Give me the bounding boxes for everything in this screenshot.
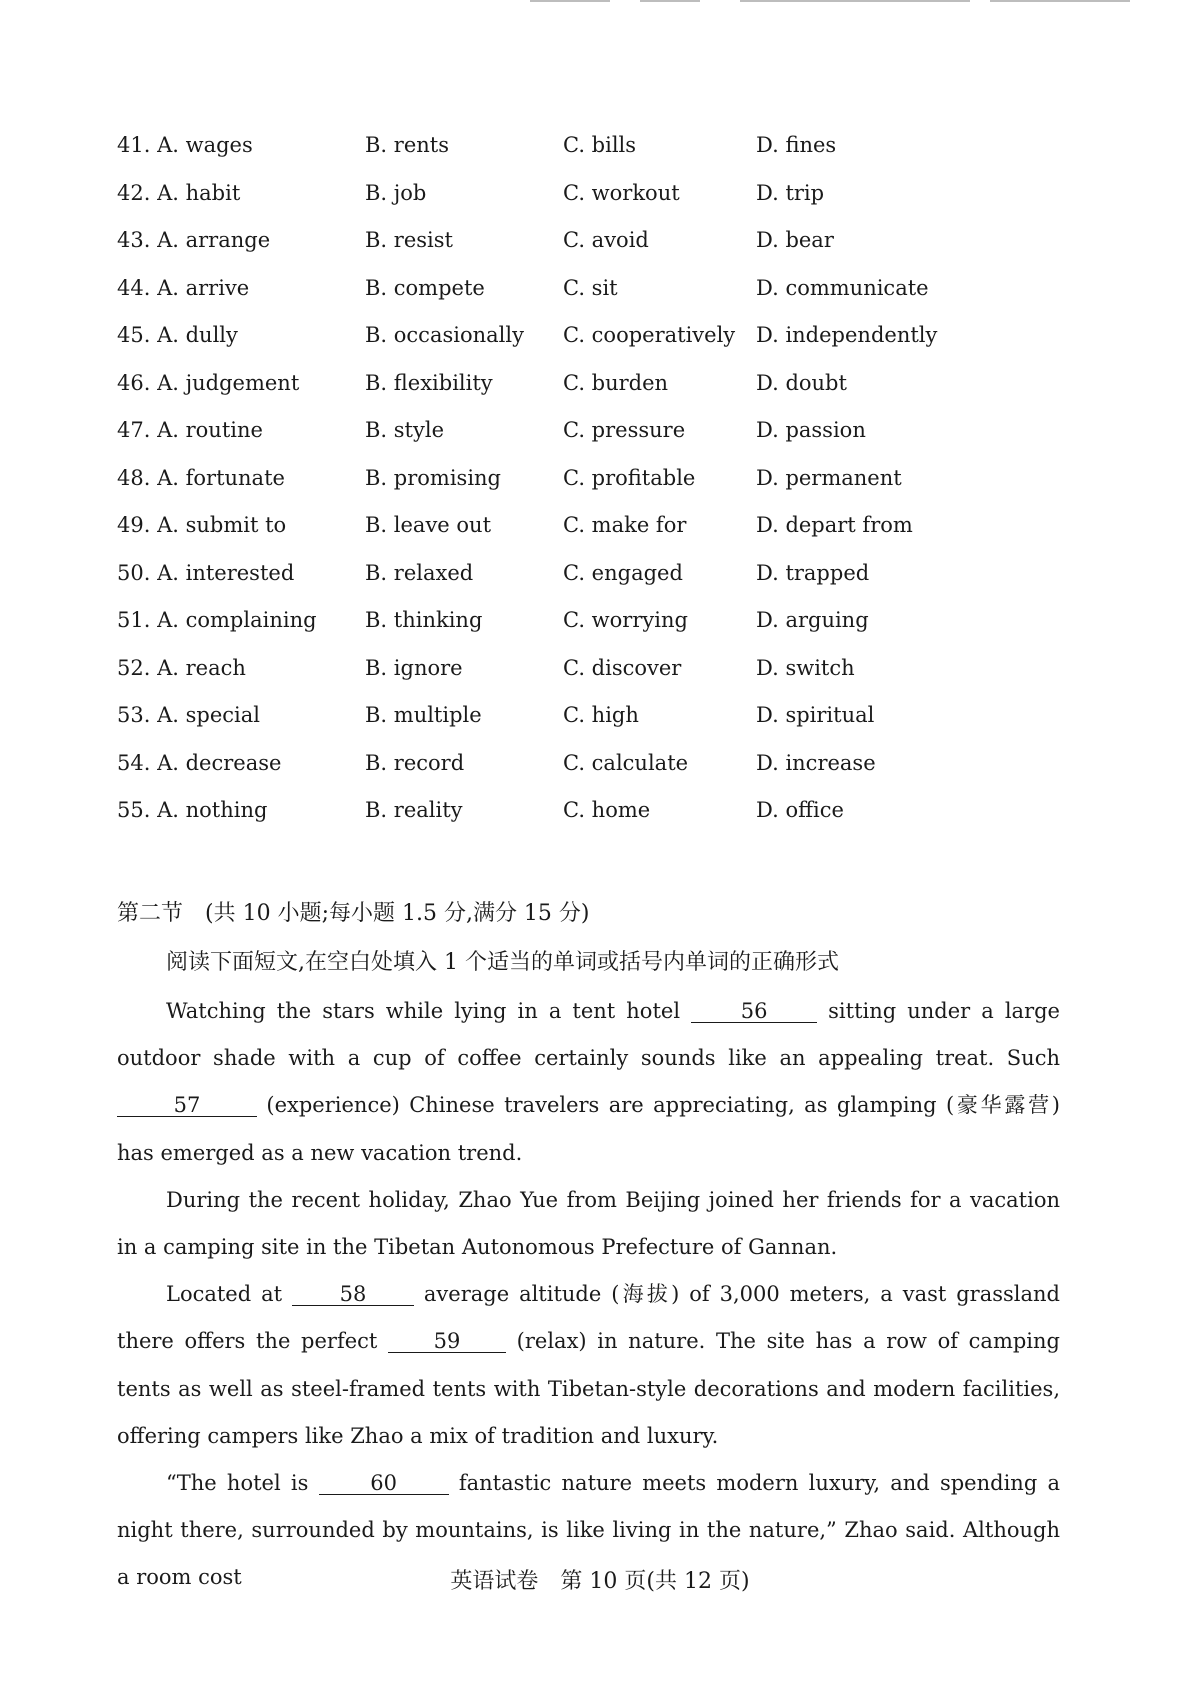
passage-text: fantastic nature meets modern luxury, and spending a night there, surrounded by mountains, is like living in the nature,” Zhao said. Although a room cost (117, 1471, 1060, 1590)
option-c: C. avoid (563, 228, 649, 252)
blank-56: 56 (691, 1000, 817, 1023)
question-number-and-option-a (117, 798, 267, 822)
question-number: 42. (117, 180, 151, 205)
blank-57: 57 (117, 1094, 257, 1117)
option-c: C. cooperatively (563, 323, 736, 347)
question-row (117, 323, 997, 371)
option-d: D. increase (756, 750, 876, 775)
question-number: 45. (117, 323, 151, 347)
question-number: 46. (117, 370, 151, 395)
question-row (117, 561, 997, 609)
question-row (117, 371, 997, 419)
passage-text: Located at (166, 1282, 292, 1307)
option-b: B. leave out (365, 513, 492, 537)
blank-58: 58 (292, 1283, 414, 1306)
question-number-and-option-a (117, 181, 240, 205)
option-c: C. profitable (563, 465, 696, 490)
option-c: C. workout (563, 180, 680, 205)
option-b: B. occasionally (365, 323, 524, 347)
question-number-and-option-a (117, 371, 299, 395)
option-b: B. ignore (365, 655, 463, 680)
option-c: C. pressure (563, 418, 686, 442)
question-number: 48. (117, 465, 151, 490)
section-instruction: 阅读下面短文,在空白处填入 1 个适当的单词或括号内单词的正确形式 (166, 950, 839, 975)
option-a: A. submit to (157, 513, 287, 537)
scan-edge-line (990, 0, 1130, 2)
option-a: A. interested (157, 560, 295, 585)
question-number-and-option-a (117, 228, 270, 252)
section-title: 第二节 (共 10 小题;每小题 1.5 分,满分 15 分) (117, 901, 590, 926)
question-row (117, 228, 997, 276)
option-a: A. wages (157, 133, 253, 157)
option-a: A. nothing (157, 798, 268, 822)
passage-paragraph (117, 1271, 1060, 1460)
scan-edge-line (640, 0, 700, 2)
passage-text: (experience) Chinese travelers are appreciating, as glamping (豪华露营) has emerged as a new vacation trend. (117, 1093, 1060, 1165)
question-row (117, 751, 997, 799)
option-c: C. calculate (563, 750, 689, 775)
question-row (117, 656, 997, 704)
question-number-and-option-a (117, 133, 253, 157)
option-b: B. thinking (365, 608, 483, 632)
question-number-and-option-a (117, 561, 294, 585)
option-b: B. resist (365, 228, 453, 252)
option-b: B. flexibility (365, 370, 493, 395)
option-b: B. record (365, 750, 465, 775)
question-number-and-option-a (117, 323, 238, 347)
option-d: D. depart from (756, 513, 913, 537)
passage-text: “The hotel is (166, 1471, 319, 1496)
passage (117, 988, 1060, 1602)
option-d: D. switch (756, 655, 855, 680)
option-d: D. bear (756, 228, 834, 252)
question-number: 51. (117, 608, 151, 632)
option-a: A. judgement (157, 370, 300, 395)
option-d: D. arguing (756, 608, 869, 632)
option-c: C. discover (563, 655, 682, 680)
question-row (117, 513, 997, 561)
question-row (117, 181, 997, 229)
option-c: C. sit (563, 275, 618, 300)
question-number-and-option-a (117, 656, 246, 680)
question-row (117, 133, 997, 181)
option-d: D. permanent (756, 465, 902, 490)
option-c: C. burden (563, 370, 669, 395)
question-row (117, 608, 997, 656)
option-a: A. complaining (157, 608, 317, 632)
option-d: D. office (756, 798, 844, 822)
passage-paragraph (117, 988, 1060, 1177)
option-d: D. trip (756, 180, 825, 205)
option-a: A. routine (157, 418, 263, 442)
option-b: B. relaxed (365, 560, 474, 585)
passage-text: sitting under a large outdoor shade with a cup of coffee certainly sounds like an appealing treat. Such (117, 999, 1060, 1071)
option-d: D. doubt (756, 370, 847, 395)
question-number: 47. (117, 418, 151, 442)
option-d: D. spiritual (756, 703, 875, 727)
passage-text: Watching the stars while lying in a tent hotel (166, 999, 692, 1023)
multiple-choice-options (117, 133, 997, 846)
question-row (117, 276, 997, 324)
blank-59: 59 (388, 1330, 506, 1353)
scan-edge-line (740, 0, 970, 2)
passage-paragraph (117, 1177, 1060, 1271)
question-number-and-option-a (117, 608, 317, 632)
option-b: B. multiple (365, 703, 482, 727)
option-d: D. communicate (756, 275, 929, 300)
question-number: 50. (117, 560, 151, 585)
question-number-and-option-a (117, 276, 249, 300)
option-b: B. job (365, 180, 427, 205)
option-c: C. worrying (563, 608, 688, 632)
question-number: 55. (117, 798, 151, 822)
question-number: 44. (117, 275, 151, 300)
question-number: 41. (117, 133, 151, 157)
option-a: A. dully (157, 323, 238, 347)
option-d: D. passion (756, 418, 866, 442)
option-d: D. independently (756, 323, 938, 347)
question-number: 54. (117, 750, 151, 775)
blank-60: 60 (319, 1472, 449, 1495)
passage-text: (relax) in nature. The site has a row of camping tents as well as steel-framed tents with Tibetan-style decorations and modern facilities, offering campers like Zhao a mix of tradition and luxury. (117, 1329, 1060, 1448)
option-c: C. make for (563, 513, 687, 537)
option-b: B. promising (365, 465, 501, 490)
option-a: A. habit (157, 180, 241, 205)
passage-text: During the recent holiday, Zhao Yue from Beijing joined her friends for a vacation in a camping site in the Tibetan Autonomous Prefecture of Gannan. (117, 1187, 1060, 1260)
option-a: A. decrease (157, 750, 282, 775)
option-a: A. arrange (157, 228, 271, 252)
question-row (117, 703, 997, 751)
option-a: A. arrive (157, 275, 250, 300)
option-d: D. fines (756, 133, 837, 157)
option-d: D. trapped (756, 560, 870, 585)
option-b: B. rents (365, 133, 449, 157)
option-b: B. style (365, 418, 445, 442)
question-number: 43. (117, 228, 151, 252)
option-b: B. reality (365, 798, 463, 822)
option-c: C. high (563, 703, 639, 727)
question-number-and-option-a (117, 466, 285, 490)
option-a: A. reach (157, 655, 246, 680)
page-footer: 英语试卷 第 10 页(共 12 页) (450, 1569, 750, 1594)
question-number-and-option-a (117, 513, 286, 537)
option-a: A. special (157, 703, 260, 727)
question-number-and-option-a (117, 751, 281, 775)
question-number-and-option-a (117, 418, 263, 442)
question-row (117, 798, 997, 846)
option-c: C. bills (563, 133, 637, 157)
question-number-and-option-a (117, 703, 260, 727)
question-number: 49. (117, 513, 151, 537)
question-row (117, 418, 997, 466)
option-b: B. compete (365, 275, 485, 300)
question-row (117, 466, 997, 514)
option-c: C. engaged (563, 560, 683, 585)
option-a: A. fortunate (157, 465, 285, 490)
scan-edge-line (530, 0, 610, 2)
question-number: 53. (117, 703, 151, 727)
option-c: C. home (563, 798, 651, 822)
question-number: 52. (117, 655, 151, 680)
passage-text: average altitude (海拔) of 3,000 meters, a vast grassland there offers the perfect (117, 1282, 1060, 1354)
